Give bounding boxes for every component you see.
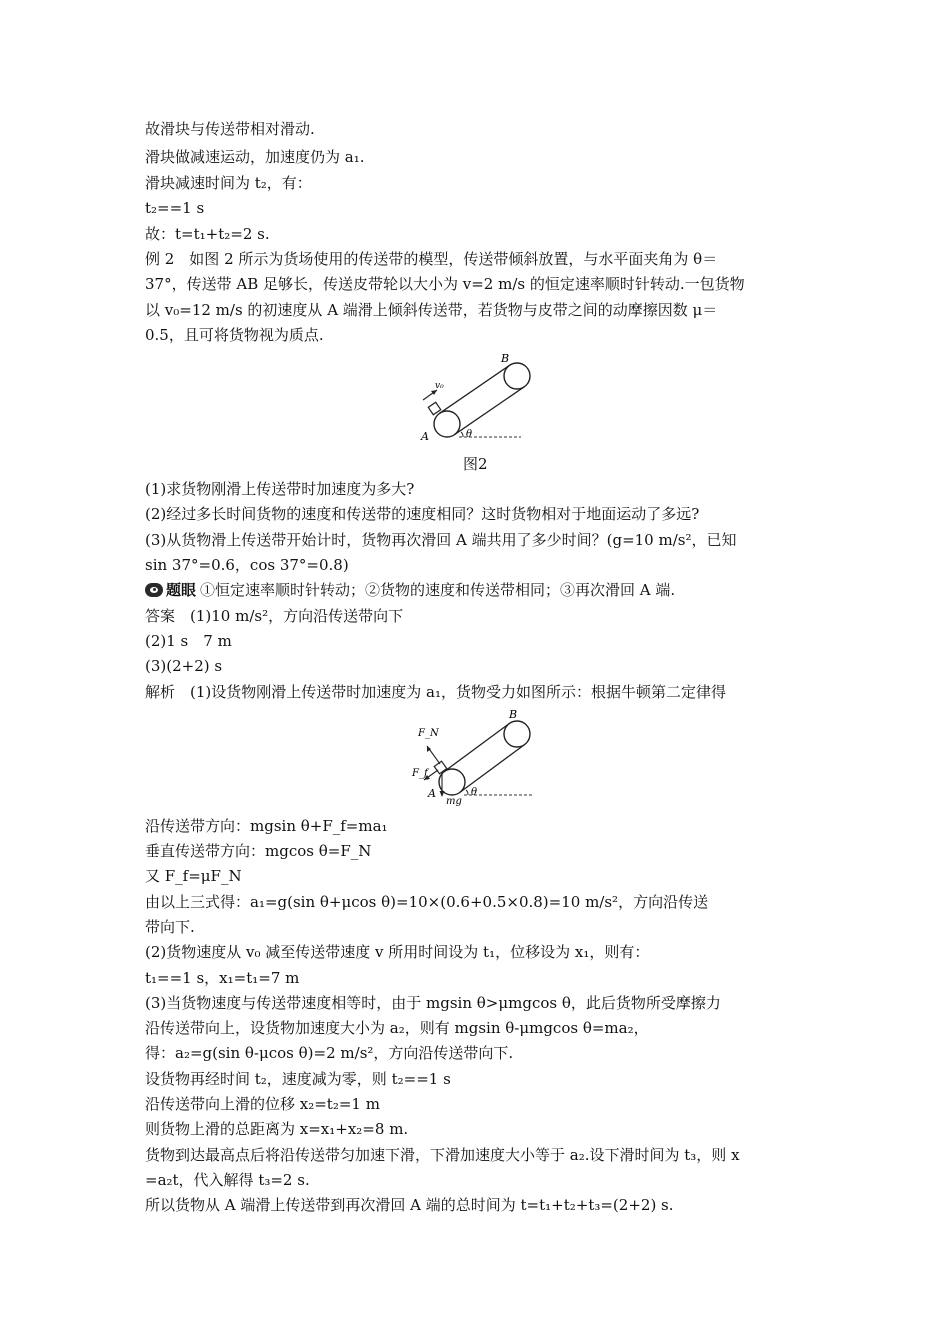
text-line: 以 v₀=12 m/s 的初速度从 A 端滑上倾斜传送带，若货物与皮带之间的动摩擦因数 μ＝ (145, 301, 718, 319)
eye-icon (145, 583, 163, 597)
figure-caption: 图2 (463, 455, 488, 473)
question-line: (2)经过多长时间货物的速度和传送带的速度相同？这时货物相对于地面运动了多远? (145, 505, 700, 523)
label-a: A (428, 787, 436, 800)
solution-line: (2)货物速度从 v₀ 减至传送带速度 v 所用时间设为 t₁，位移设为 x₁，则有： (145, 943, 650, 961)
label-mg: mg (446, 796, 462, 807)
label-ff: F_f (412, 768, 428, 779)
solution-line: 带向下. (145, 918, 195, 936)
label-b: B (509, 708, 518, 721)
solution-line: 则货物上滑的总距离为 x=x₁+x₂=8 m. (145, 1120, 409, 1138)
conveyor-belt-figure (415, 348, 545, 448)
label-a: A (421, 430, 429, 443)
solution-line: 又 F_f=μF_N (145, 867, 242, 885)
answer-line: (2)1 s 7 m (145, 632, 232, 650)
solution-line: 沿传送带向上，设货物加速度大小为 a₂，则有 mgsin θ-μmgcos θ=ma₂， (145, 1019, 649, 1037)
tiyan-line (145, 580, 810, 600)
text-line: 故滑块与传送带相对滑动. (145, 120, 315, 138)
text-line: 滑块做减速运动，加速度仍为 a₁. (145, 148, 365, 166)
solution-line: 沿传送带方向：mgsin θ+F_f=ma₁ (145, 817, 388, 835)
question-line: (3)从货物滑上传送带开始计时，货物再次滑回 A 端共用了多少时间？(g=10 m/s²，已知 (145, 531, 737, 549)
solution-line: (3)当货物速度与传送带速度相等时，由于 mgsin θ>μmgcos θ，此后货物所受摩擦力 (145, 994, 721, 1012)
text-line: 滑块减速时间为 t₂，有： (145, 174, 312, 192)
label-v0: v₀ (435, 381, 444, 391)
solution-line: t₁==1 s，x₁=t₁=7 m (145, 969, 300, 987)
solution-line: 垂直传送带方向：mgcos θ=F_N (145, 842, 372, 860)
label-theta: θ (466, 429, 473, 440)
question-line: (1)求货物刚滑上传送带时加速度为多大? (145, 480, 415, 498)
tiyan-label: 题眼 (166, 581, 197, 599)
force-diagram-figure (410, 704, 545, 808)
label-fn: F_N (418, 728, 439, 739)
example-heading-line: 例 2 如图 2 所示为货场使用的传送带的模型，传送带倾斜放置，与水平面夹角为 θ＝ (145, 250, 718, 268)
solution-line: 由以上三式得：a₁=g(sin θ+μcos θ)=10×(0.6+0.5×0.8)=10 m/s²，方向沿传送 (145, 893, 709, 911)
label-theta: θ (471, 787, 478, 798)
solution-line: 设货物再经时间 t₂，速度减为零，则 t₂==1 s (145, 1070, 451, 1088)
solution-line: 得：a₂=g(sin θ-μcos θ)=2 m/s²，方向沿传送带向下. (145, 1044, 514, 1062)
answer-line: (3)(2+2) s (145, 657, 223, 675)
text-line: 故：t=t₁+t₂=2 s. (145, 225, 270, 243)
text-line: 0.5，且可将货物视为质点. (145, 326, 324, 344)
text-line: 37°，传送带 AB 足够长，传送皮带轮以大小为 v=2 m/s 的恒定速率顺时针转动.一包货物 (145, 275, 745, 293)
answer-line: 答案 (1)10 m/s²，方向沿传送带向下 (145, 607, 404, 625)
cargo-box (428, 402, 440, 414)
text-line: t₂==1 s (145, 199, 205, 217)
solution-line: =a₂t，代入解得 t₃=2 s. (145, 1171, 310, 1189)
question-line: sin 37°=0.6，cos 37°=0.8) (145, 556, 349, 574)
analysis-line: 解析 (1)设货物刚滑上传送带时加速度为 a₁，货物受力如图所示：根据牛顿第二定律得 (145, 683, 726, 701)
tiyan-text: ①恒定速率顺时针转动；②货物的速度和传送带相同；③再次滑回 A 端. (200, 581, 676, 599)
solution-line: 沿传送带向上滑的位移 x₂=t₂=1 m (145, 1095, 380, 1113)
label-b: B (501, 352, 510, 365)
solution-line: 货物到达最高点后将沿传送带匀加速下滑，下滑加速度大小等于 a₂.设下滑时间为 t₃，则 x (145, 1146, 740, 1164)
solution-line: 所以货物从 A 端滑上传送带到再次滑回 A 端的总时间为 t=t₁+t₂+t₃=(2+2) s. (145, 1196, 674, 1214)
